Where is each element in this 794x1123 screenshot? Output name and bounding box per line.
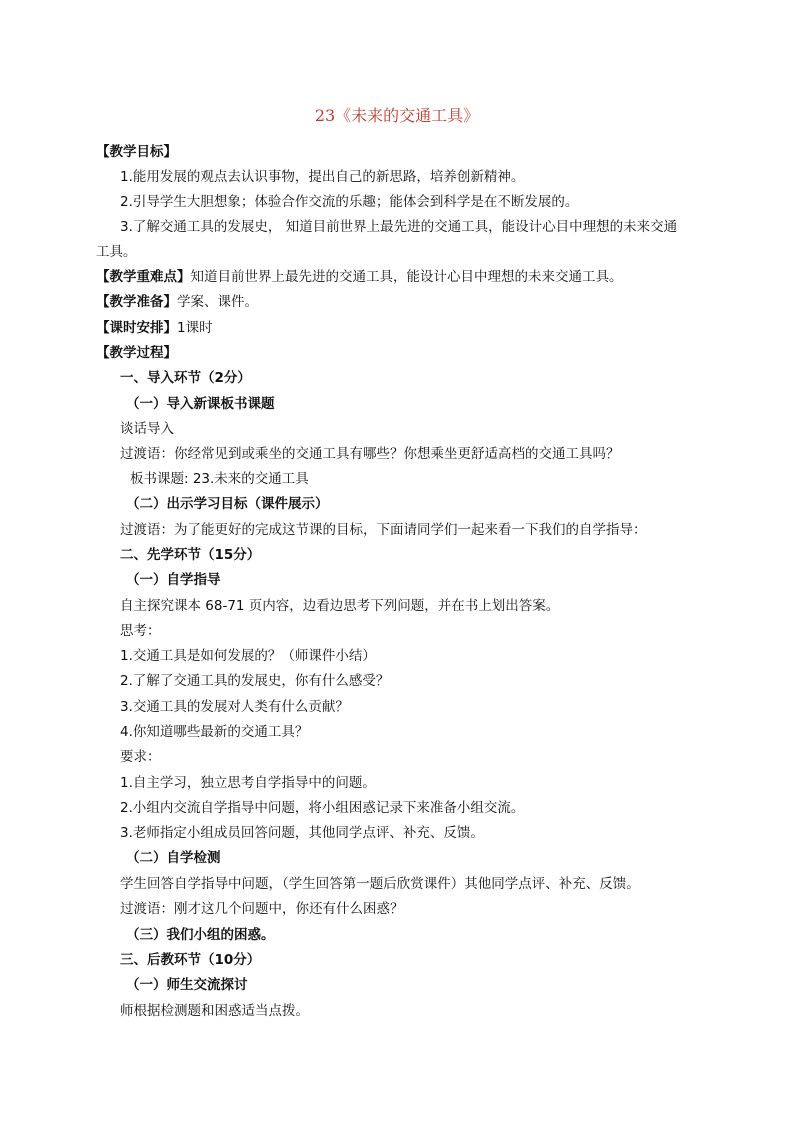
stage-2-question-4: 4.你知道哪些最新的交通工具？: [120, 724, 309, 740]
stage-2-question-3: 3.交通工具的发展对人类有什么贡献？: [120, 699, 349, 715]
stage-2-requirement-1: 1.自主学习，独立思考自学指导中的问题。: [120, 775, 376, 791]
stage-2-sub-3: （三）我们小组的困惑。: [126, 927, 275, 943]
keypoints-text: 知道目前世界上最先进的交通工具，能设计心目中理想的未来交通工具。: [190, 269, 623, 285]
stage-1-transition: 过渡语：你经常见到或乘坐的交通工具有哪些？你想乘坐更舒适高档的交通工具吗？: [120, 446, 620, 462]
stage-2-heading: 二、先学环节（15分）: [120, 547, 261, 563]
stage-1-sub-2: （二）出示学习目标（课件展示）: [126, 496, 329, 512]
stage-1-sub-1: （一）导入新课板书课题: [126, 396, 275, 412]
prep-text: 学案、课件。: [177, 294, 258, 310]
stage-2-question-2: 2.了解了交通工具的发展史，你有什么感受？: [120, 673, 390, 689]
section-heading-goals: 【教学目标】: [96, 144, 177, 160]
stage-2-sub-2: （二）自学检测: [126, 850, 221, 866]
keypoints-heading: 【教学重难点】: [96, 269, 191, 285]
stage-3-heading: 三、后教环节（10分）: [120, 952, 261, 968]
goal-item-3-continued: 工具。: [96, 244, 137, 260]
section-heading-process: 【教学过程】: [96, 345, 177, 361]
stage-2-instruction: 自主探究课本 68-71 页内容，边看边思考下列问题，并在书上划出答案。: [120, 598, 560, 614]
stage-3-text: 师根据检测题和困惑适当点拨。: [120, 1003, 309, 1019]
schedule-line: [96, 318, 700, 338]
stage-1-talk: 谈话导入: [120, 421, 174, 437]
goal-item-2: 2.引导学生大胆想象；体验合作交流的乐趣；能体会到科学是在不断发展的。: [120, 194, 579, 210]
stage-1-heading: 一、导入环节（2分）: [120, 370, 251, 386]
stage-2-transition: 过渡语：刚才这几个问题中，你还有什么困惑？: [120, 901, 404, 917]
stage-1-transition-2: 过渡语：为了能更好的完成这节课的目标，下面请同学们一起来看一下我们的自学指导：: [120, 522, 647, 538]
stage-2-requirement-label: 要求：: [120, 749, 161, 765]
goal-item-3: 3.了解交通工具的发展史， 知道目前世界上最先进的交通工具，能设计心目中理想的未来交通: [120, 219, 678, 235]
stage-2-question-1: 1.交通工具是如何发展的？（师课件小结）: [120, 648, 376, 664]
schedule-text: 1课时: [177, 320, 213, 336]
stage-2-sub-1: （一）自学指导: [126, 572, 221, 588]
stage-2-requirement-3: 3.老师指定小组成员回答问题，其他同学点评、补充、反馈。: [120, 825, 484, 841]
stage-2-requirement-2: 2.小组内交流自学指导中问题，将小组困惑记录下来准备小组交流。: [120, 800, 525, 816]
keypoints-line: [96, 267, 700, 287]
prep-heading: 【教学准备】: [96, 294, 177, 310]
stage-1-board: 板书课题: 23.未来的交通工具: [130, 471, 309, 487]
stage-3-sub-1: （一）师生交流探讨: [126, 977, 248, 993]
prep-line: [96, 292, 700, 312]
stage-2-answer: 学生回答自学指导中问题，（学生回答第一题后欣赏课件）其他同学点评、补充、反馈。: [120, 876, 640, 892]
goal-item-1: 1.能用发展的观点去认识事物，提出自己的新思路，培养创新精神。: [120, 169, 525, 185]
schedule-heading: 【课时安排】: [96, 320, 177, 336]
stage-2-think-label: 思考：: [120, 623, 161, 639]
page-title: 23《未来的交通工具》: [314, 106, 480, 125]
